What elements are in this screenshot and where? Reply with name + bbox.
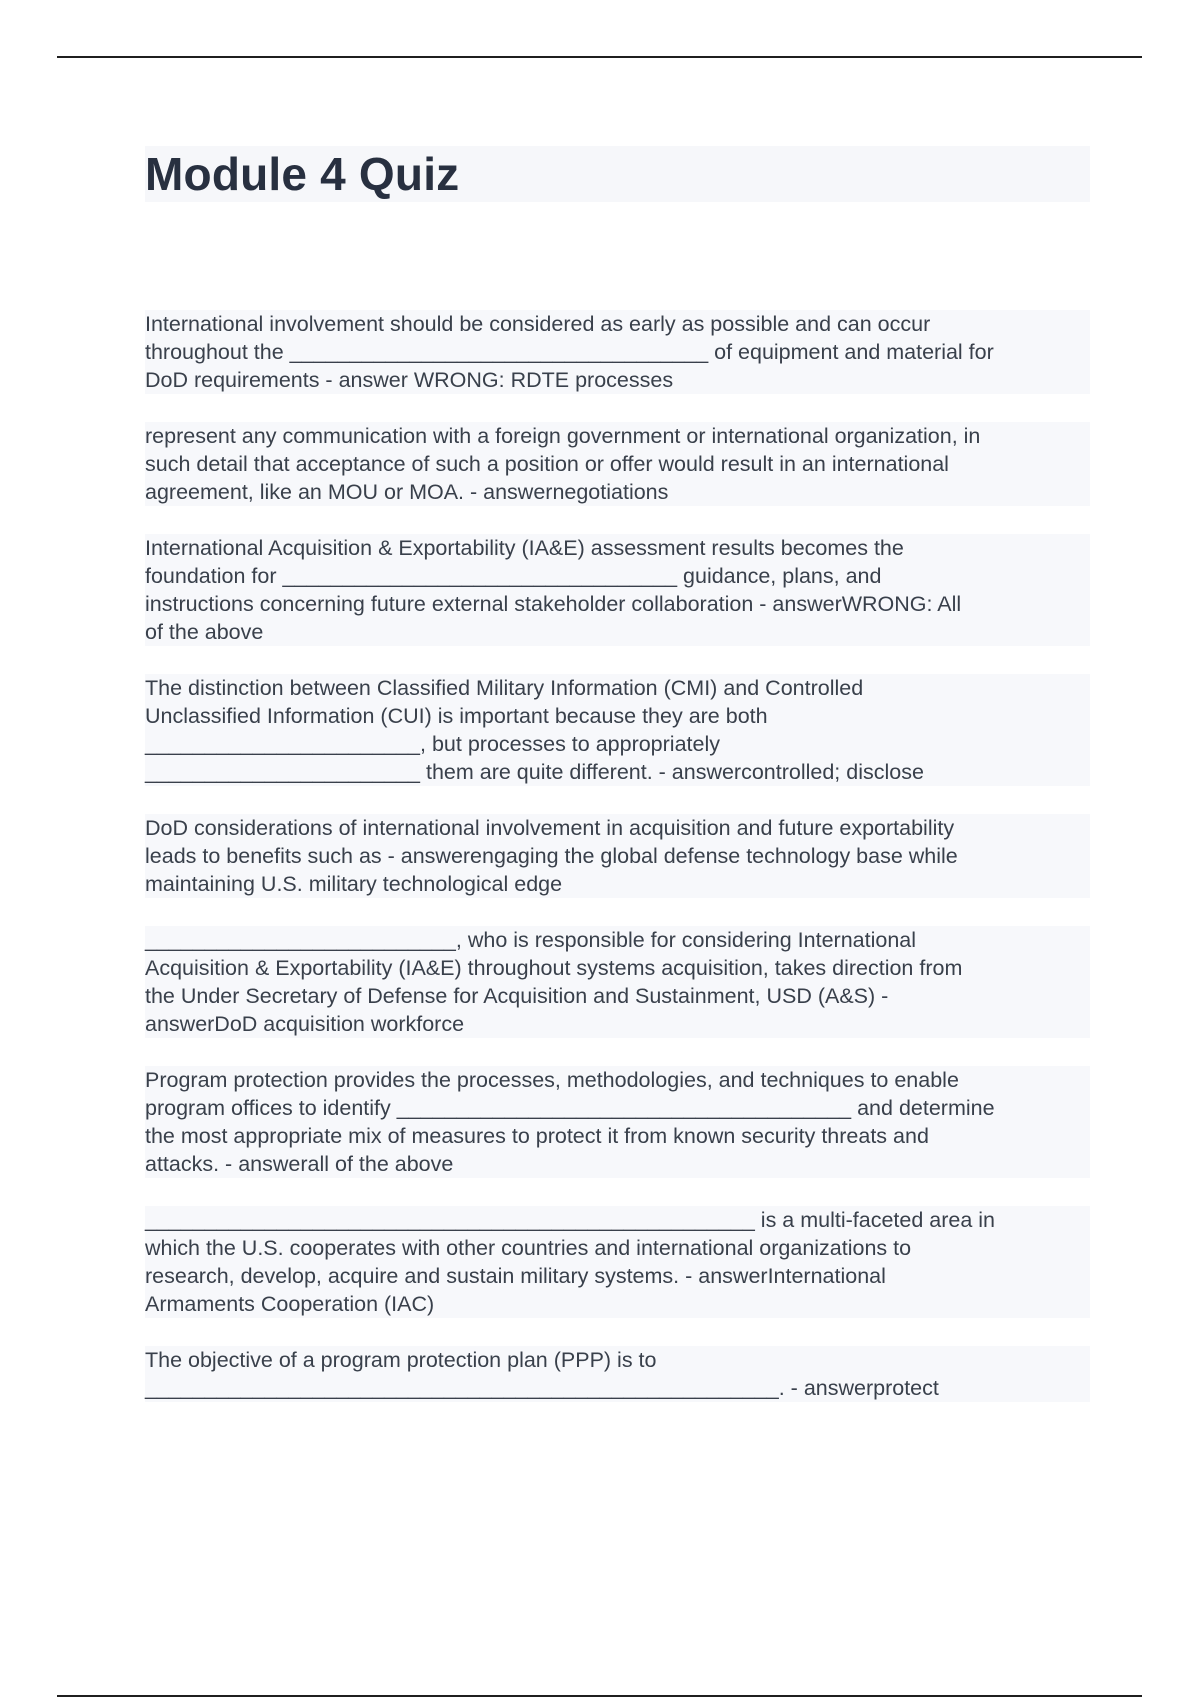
question-item-7: Program protection provides the processes, methodologies, and techniques to enable program offices to identify ______________________________________ and determine the most appropriate mix of measures to protect it from known security threats and attacks. - answerall of the above bbox=[145, 1066, 1090, 1178]
question-item-1: International involvement should be considered as early as possible and can occur throughout the ___________________________________ of equipment and material for DoD requirements - answer WRONG: RDTE processes bbox=[145, 310, 1090, 394]
question-item-8: ___________________________________________________ is a multi-faceted area in which the U.S. cooperates with other countries and international organizations to research, develop, acquire and sustain military systems. - answerInternational Armaments Cooperation (IAC) bbox=[145, 1206, 1090, 1318]
question-item-3: International Acquisition & Exportability (IA&E) assessment results becomes the foundation for _________________________________ guidance, plans, and instructions concerning future external stakeholder collaboration - answerWRONG: All of the above bbox=[145, 534, 1090, 646]
question-item-2: represent any communication with a foreign government or international organization, in such detail that acceptance of such a position or offer would result in an international agreement, like an MOU or MOA. - answernegotiations bbox=[145, 422, 1090, 506]
page-title: Module 4 Quiz bbox=[145, 148, 460, 200]
question-item-5: DoD considerations of international involvement in acquisition and future exportability leads to benefits such as - answerengaging the global defense technology base while maintaining U.S. military technological edge bbox=[145, 814, 1090, 898]
question-item-9: The objective of a program protection plan (PPP) is to _____________________________________________________. - answerprotect bbox=[145, 1346, 1090, 1402]
bottom-rule bbox=[57, 1695, 1142, 1697]
question-list bbox=[145, 310, 1090, 1430]
question-item-4: The distinction between Classified Military Information (CMI) and Controlled Unclassified Information (CUI) is important because they are both _______________________, but processes to appropriately _______________________ them are quite different. - answercontrolled; disclose bbox=[145, 674, 1090, 786]
question-item-6: __________________________, who is responsible for considering International Acquisition & Exportability (IA&E) throughout systems acquisition, takes direction from the Under Secretary of Defense for Acquisition and Sustainment, USD (A&S) - answerDoD acquisition workforce bbox=[145, 926, 1090, 1038]
top-rule bbox=[57, 56, 1142, 58]
